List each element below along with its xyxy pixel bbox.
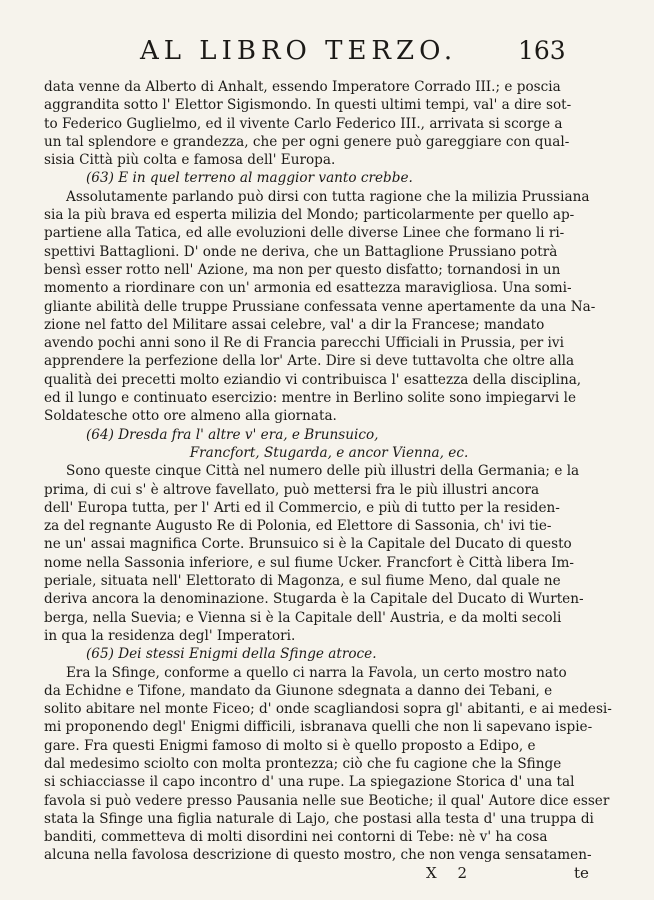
catchword: te: [574, 864, 589, 882]
text-line: da Echidne e Tifone, mandato da Giunone sdegnata a danno dei Tebani, e: [44, 682, 553, 699]
note-heading-65: (65) Dei stessi Enigmi della Sfinge atroce.: [86, 646, 377, 663]
text-line: banditi, commetteva di molti disordini nei contorni di Tebe: nè v' ha cosa: [44, 829, 548, 846]
text-line: alcuna nella favolosa descrizione di questo mostro, che non venga sensatamen-: [44, 847, 592, 864]
text-line: sisia Città più colta e famosa dell' Europa.: [44, 152, 336, 169]
text-line: ed il lungo e continuato esercizio: mentre in Berlino solite sono impiegarvi le: [44, 390, 576, 407]
text-line: qualità dei precetti molto eziandio vi contribuisca l' esattezza della disciplina,: [44, 371, 582, 388]
text-line: Sono queste cinque Città nel numero delle più illustri della Germania; e la: [66, 463, 580, 480]
signature-mark: X 2: [426, 864, 475, 882]
text-line: gare. Fra questi Enigmi famoso di molto si è quello proposto a Edipo, e: [44, 737, 536, 754]
text-line: mi proponendo degl' Enigmi difficili, isbranava quelli che non li sapevano ispie-: [44, 719, 593, 736]
text-line: dal medesimo sciolto con molta prontezza; ciò che fu cagione che la Sfinge: [44, 755, 562, 772]
page-header: [0, 28, 654, 68]
body-text: [44, 78, 614, 865]
text-line: spettivi Battaglioni. D' onde ne deriva, che un Battaglione Prussiano potrà: [44, 243, 558, 260]
text-line: zione nel fatto del Militare assai celebre, val' a dir la Francese; mandato: [44, 316, 545, 333]
text-line: in qua la residenza degl' Imperatori.: [44, 627, 296, 644]
page-footer: [0, 864, 654, 888]
text-line: avendo pochi anni sono il Re di Francia parecchi Ufficiali in Prussia, per ivi: [44, 335, 564, 352]
text-line: ne un' assai magnifica Corte. Brunsuico si è la Capitale del Ducato di questo: [44, 536, 572, 553]
text-line: za del regnante Augusto Re di Polonia, ed Elettore di Sassonia, ch' ivi tie-: [44, 518, 552, 535]
text-line: Era la Sfinge, conforme a quello ci narra la Favola, un certo mostro nato: [66, 664, 567, 681]
note-heading-63: (63) E in quel terreno al maggior vanto crebbe.: [86, 170, 413, 187]
page-number: 163: [518, 36, 566, 65]
text-line: nome nella Sassonia inferiore, e sul fiume Ucker. Francfort è Città libera Im-: [44, 554, 575, 571]
text-line: bensì esser rotto nell' Azione, ma non per questo disfatto; tornandosi in un: [44, 261, 561, 278]
text-line: aggrandita sotto l' Elettor Sigismondo. In questi ultimi tempi, val' a dire sot-: [44, 97, 572, 114]
text-line: berga, nella Suevia; e Vienna si è la Capitale dell' Austria, e da molti secoli: [44, 609, 562, 626]
running-title: AL LIBRO TERZO.: [140, 36, 458, 66]
note-heading-64-cont: Francfort, Stugarda, e ancor Vienna, ec.: [189, 444, 469, 461]
text-line: dell' Europa tutta, per l' Arti ed il Commercio, e più di tutto per la residen-: [44, 499, 560, 516]
text-line: gliante abilità delle truppe Prussiane confessata venne apertamente da una Na-: [44, 298, 596, 315]
text-line: si schiacciasse il capo incontro d' una rupe. La spiegazione Storica d' una tal: [44, 774, 575, 791]
text-line: solito abitare nel monte Ficeo; d' onde scagliandosi sopra gl' abitanti, e ai medesi-: [44, 701, 612, 718]
text-line: to Federico Guglielmo, ed il vivente Carlo Federico III., arrivata si scorge a: [44, 115, 563, 132]
note-heading-64: (64) Dresda fra l' altre v' era, e Brunsuico,: [86, 426, 379, 443]
text-line: data venne da Alberto di Anhalt, essendo Imperatore Corrado III.; e poscia: [44, 79, 561, 95]
text-line: deriva ancora la denominazione. Stugarda è la Capitale del Ducato di Wurten-: [44, 591, 584, 608]
text-line: periale, situata nell' Elettorato di Magonza, e sul fiume Meno, dal quale ne: [44, 573, 561, 590]
text-line: prima, di cui s' è altrove favellato, può mettersi fra le più illustri ancora: [44, 481, 540, 498]
text-line: partiene alla Tatica, ed alle evoluzioni delle diverse Linee che formano li ri-: [44, 225, 565, 242]
text-line: momento a riordinare con un' armonia ed esattezza maravigliosa. Una somi-: [44, 280, 572, 297]
text-line: apprendere la perfezione della lor' Arte. Dire si deve tuttavolta che oltre alla: [44, 353, 575, 370]
text-line: Assolutamente parlando può dirsi con tutta ragione che la milizia Prussiana: [66, 188, 590, 205]
text-line: un tal splendore e grandezza, che per ogni genere può gareggiare con qual-: [44, 133, 570, 150]
text-line: stata la Sfinge una figlia naturale di Lajo, che postasi alla testa d' una truppa di: [44, 810, 594, 827]
text-line: Soldatesche otto ore almeno alla giornata.: [44, 408, 337, 425]
text-line: sia la più brava ed esperta milizia del Mondo; particolarmente per quello ap-: [44, 207, 575, 224]
text-line: favola si può vedere presso Pausania nelle sue Beotiche; il qual' Autore dice esser: [44, 792, 610, 809]
